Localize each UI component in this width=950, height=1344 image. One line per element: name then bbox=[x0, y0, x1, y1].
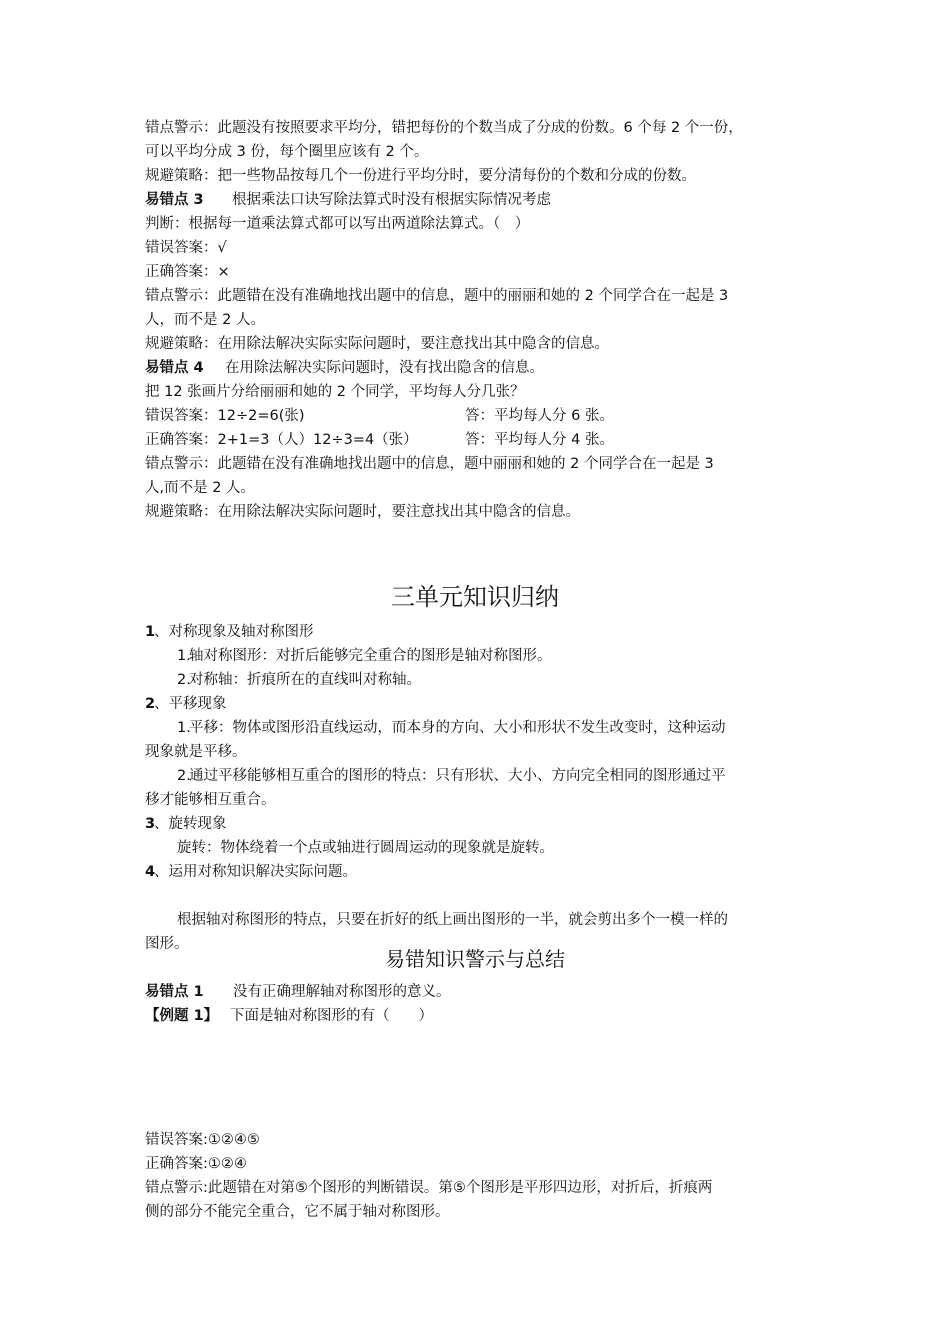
error-point-text: 没有正确理解轴对称图形的意义。 bbox=[233, 984, 451, 1000]
error-point-label: 易错点 1 bbox=[145, 984, 204, 1000]
item-number: 2. bbox=[177, 672, 191, 688]
error-point-label: 易错点 4 bbox=[145, 360, 204, 376]
error-point-text: 根据乘法口诀写除法算式时没有根据实际情况考虑 bbox=[232, 192, 551, 208]
warning-line: 错点警示：此题错在没有准确地找出题中的信息，题中的丽丽和她的 2 个同学合在一起是 3 bbox=[145, 288, 729, 304]
item-number: 2. bbox=[177, 768, 191, 784]
strategy-line: 规避策略：在用除法解决实际问题时，要注意找出其中隐含的信息。 bbox=[145, 504, 580, 520]
section-heading-text: 、旋转现象 bbox=[154, 816, 227, 832]
warning-line: 错点警示:此题错在对第⑤个图形的判断错误。第⑤个图形是平形四边形，对折后，折痕两 bbox=[145, 1180, 713, 1196]
correct-answer: 正确答案：× bbox=[145, 264, 230, 280]
summary-title: 易错知识警示与总结 bbox=[385, 947, 565, 971]
warning-line-cont: 可以平均分成 3 份，每个圈里应该有 2 个。 bbox=[145, 144, 429, 160]
strategy-line: 规避策略：把一些物品按每几个一份进行平均分时，要分清每份的个数和分成的份数。 bbox=[145, 168, 696, 184]
warning-line-cont: 人，而不是 2 人。 bbox=[145, 312, 265, 328]
wrong-answer-reply: 答：平均每人分 6 张。 bbox=[465, 408, 614, 424]
section-4-paragraph-cont: 图形。 bbox=[145, 936, 189, 952]
strategy-line: 规避策略：在用除法解决实际实际问题时，要注意找出其中隐含的信息。 bbox=[145, 336, 609, 352]
item-text: 轴对称图形：对折后能够完全重合的图形是轴对称图形。 bbox=[189, 648, 552, 664]
item-number: 1. bbox=[177, 720, 191, 736]
wrong-answer: 错误答案：√ bbox=[145, 240, 227, 256]
error-point-label: 易错点 3 bbox=[145, 192, 204, 208]
section-4-paragraph: 根据轴对称图形的特点，只要在折好的纸上画出图形的一半，就会剪出多个一模一样的 bbox=[177, 912, 728, 928]
error-point-text: 在用除法解决实际问题时，没有找出隐含的信息。 bbox=[225, 360, 544, 376]
judgement-question: 判断：根据每一道乘法算式都可以写出两道除法算式。（ ） bbox=[145, 216, 530, 232]
item-text: 对称轴：折痕所在的直线叫对称轴。 bbox=[189, 672, 421, 688]
item-number: 1. bbox=[177, 648, 191, 664]
item-text: 平移：物体或图形沿直线运动，而本身的方向、大小和形状不发生改变时，这种运动 bbox=[189, 720, 726, 736]
section-number: 4 bbox=[145, 864, 156, 880]
figure-area bbox=[145, 1030, 810, 1125]
section-2-item-1-cont: 现象就是平移。 bbox=[145, 744, 247, 760]
correct-answer-reply: 答：平均每人分 4 张。 bbox=[465, 432, 614, 448]
warning-line-cont: 人,而不是 2 人。 bbox=[145, 480, 256, 496]
correct-answer: 正确答案：2+1=3（人）12÷3=4（张） bbox=[145, 432, 418, 448]
section-number: 3 bbox=[145, 816, 156, 832]
word-problem: 把 12 张画片分给丽丽和她的 2 个同学，平均每人分几张？ bbox=[145, 384, 525, 400]
example-text: 下面是轴对称图形的有（ ） bbox=[230, 1008, 433, 1024]
warning-line: 错点警示：此题错在没有准确地找出题中的信息，题中丽丽和她的 2 个同学合在一起是 3 bbox=[145, 456, 714, 472]
warning-line: 错点警示：此题没有按照要求平均分，错把每份的个数当成了分成的份数。6 个每 2 个一份， bbox=[145, 120, 743, 136]
section-3-text: 旋转：物体绕着一个点或轴进行圆周运动的现象就是旋转。 bbox=[177, 840, 554, 856]
warning-line-cont: 侧的部分不能完全重合，它不属于轴对称图形。 bbox=[145, 1204, 450, 1220]
section-title: 三单元知识归纳 bbox=[391, 583, 559, 611]
section-2-item-2-cont: 移才能够相互重合。 bbox=[145, 792, 276, 808]
wrong-answer: 错误答案：12÷2=6(张) bbox=[145, 408, 305, 424]
example-tag: 【例题 1】 bbox=[145, 1008, 219, 1024]
section-number: 1 bbox=[145, 624, 156, 640]
wrong-answer: 错误答案:①②④⑤ bbox=[145, 1132, 260, 1148]
item-text: 通过平移能够相互重合的图形的特点：只有形状、大小、方向完全相同的图形通过平 bbox=[189, 768, 726, 784]
section-heading-text: 、运用对称知识解决实际问题。 bbox=[154, 864, 357, 880]
section-number: 2 bbox=[145, 696, 156, 712]
correct-answer: 正确答案:①②④ bbox=[145, 1156, 247, 1172]
section-heading-text: 、平移现象 bbox=[154, 696, 227, 712]
section-heading-text: 、对称现象及轴对称图形 bbox=[154, 624, 314, 640]
